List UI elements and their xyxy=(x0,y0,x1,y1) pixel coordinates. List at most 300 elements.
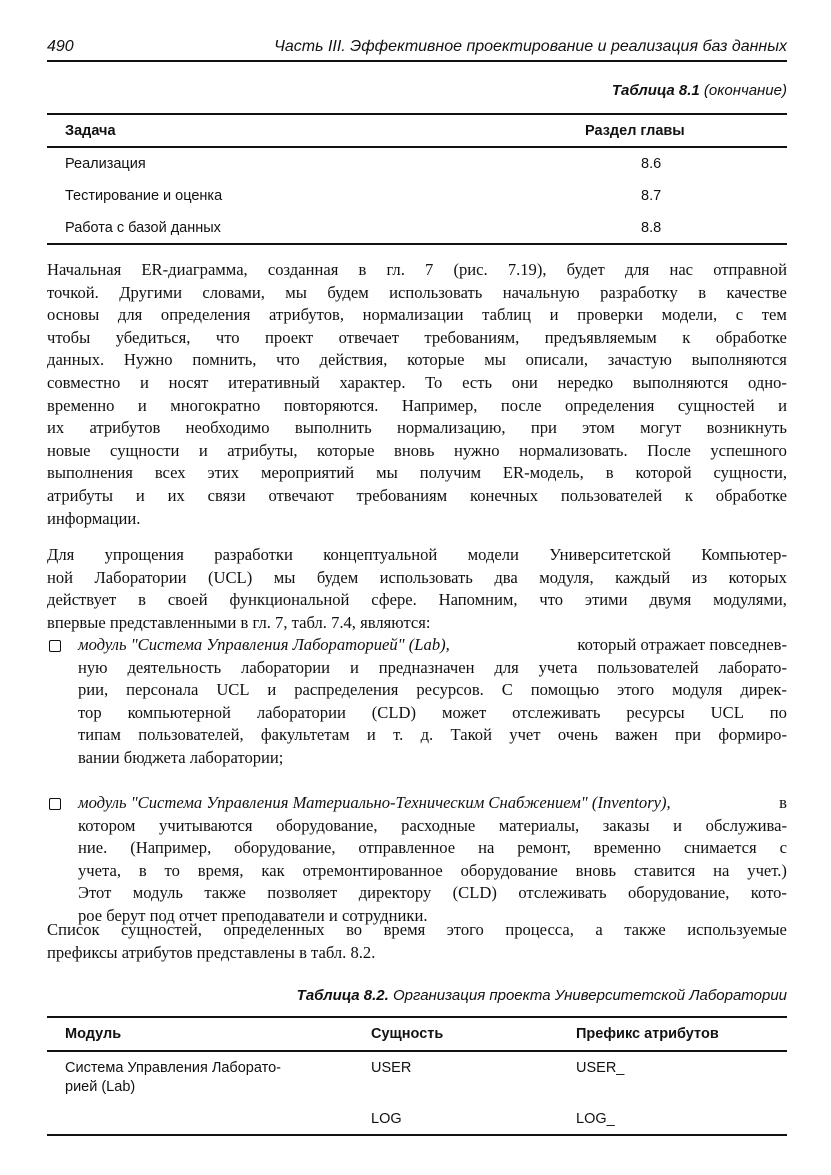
word: и xyxy=(366,725,376,745)
word: компьютерной xyxy=(127,702,231,722)
caption-label: Таблица 8.2. xyxy=(296,987,389,1004)
word: время xyxy=(383,920,426,939)
word: распределения xyxy=(294,680,399,700)
word: будем xyxy=(327,282,369,302)
text-line xyxy=(47,259,787,282)
word: действует xyxy=(47,590,117,610)
word: а xyxy=(595,920,603,939)
word: временно xyxy=(47,395,115,415)
word: вновь xyxy=(394,440,435,460)
word: своей xyxy=(167,590,208,610)
word: таблиц xyxy=(482,305,532,325)
word: к xyxy=(684,485,693,505)
word: основы xyxy=(47,305,100,325)
word: обработке xyxy=(715,485,787,505)
word: формиро- xyxy=(718,725,787,745)
word: словами, xyxy=(202,282,265,302)
text-line xyxy=(47,372,787,395)
table-cell: Реализация xyxy=(65,156,146,172)
word: двумя xyxy=(649,590,692,610)
text-line: информации. xyxy=(47,508,141,528)
text-fragment: в xyxy=(779,793,787,812)
word: Другими xyxy=(119,282,182,302)
word: После xyxy=(647,440,691,460)
bullet-square-icon xyxy=(49,798,61,810)
word: лаборато- xyxy=(718,657,787,677)
module-name: модуль "Система Управления Лабораторией" (Lab), xyxy=(78,635,450,654)
word: модели, xyxy=(661,305,718,325)
word: что xyxy=(276,350,300,370)
table-cell: Тестирование и оценка xyxy=(65,188,223,204)
word: учет.) xyxy=(747,860,787,880)
word: пользователей xyxy=(597,657,699,677)
word: к xyxy=(682,327,691,347)
word: и xyxy=(673,815,683,835)
table-cell: рией (Lab) xyxy=(65,1079,136,1095)
word: убедиться, xyxy=(115,327,191,347)
table-rule xyxy=(47,243,787,245)
word: тор xyxy=(78,702,102,722)
word: всех xyxy=(154,463,186,483)
word: Компьютер- xyxy=(701,545,787,564)
word: для xyxy=(624,260,650,279)
word: будем xyxy=(316,567,359,587)
word: оборудование, xyxy=(234,838,336,858)
word: То xyxy=(425,372,443,392)
table-cell: USER xyxy=(371,1060,412,1076)
word: выполнения xyxy=(47,463,133,483)
word: снимается xyxy=(683,838,757,858)
text-line xyxy=(47,567,787,590)
word: этом xyxy=(582,418,615,438)
word: модуль xyxy=(132,883,183,903)
word: при xyxy=(675,725,702,745)
word: отвечают xyxy=(268,485,334,505)
word: проверки xyxy=(577,305,644,325)
table1-header-task: Задача xyxy=(65,123,116,139)
word: ную xyxy=(78,657,108,677)
word: каждый xyxy=(615,567,671,587)
word: и xyxy=(267,680,277,700)
word: ER-диаграмма, xyxy=(141,260,248,279)
bullet-body xyxy=(78,657,787,770)
text-line xyxy=(47,327,787,350)
word: также xyxy=(624,920,666,939)
text-line xyxy=(78,860,787,883)
word: носят xyxy=(168,372,209,392)
word: UCL xyxy=(216,680,250,700)
word: кото- xyxy=(750,883,787,903)
word: сфере. xyxy=(371,590,417,610)
word: в xyxy=(698,282,707,302)
text-line xyxy=(47,417,787,440)
word: которые xyxy=(407,350,465,370)
word: мероприятий xyxy=(261,463,355,483)
word: обработке xyxy=(715,327,787,347)
table1-caption xyxy=(612,82,787,99)
word: процесса, xyxy=(505,920,574,939)
word: сущности, xyxy=(713,463,787,483)
word: в xyxy=(138,860,147,880)
word: временно xyxy=(593,838,662,858)
table-cell: 8.6 xyxy=(641,156,662,172)
word: ресурсов. xyxy=(416,680,484,700)
word: (CLD) xyxy=(371,702,417,722)
word: что xyxy=(539,590,564,610)
word: очень xyxy=(557,725,598,745)
word: проект xyxy=(265,327,314,347)
table-rule xyxy=(47,113,787,115)
text-line xyxy=(47,282,787,305)
word: время, xyxy=(197,860,244,880)
word: и xyxy=(778,395,787,415)
word: зачастую xyxy=(607,350,672,370)
word: данных. xyxy=(47,350,105,370)
word: Университетской xyxy=(549,545,671,564)
word: Лаборатории xyxy=(94,567,187,587)
word: важен xyxy=(615,725,658,745)
word: вновь xyxy=(575,860,617,880)
word: Нужно xyxy=(123,350,173,370)
paragraph-2 xyxy=(47,544,787,634)
word: помнить, xyxy=(192,350,257,370)
word: начальную xyxy=(502,282,580,302)
table2-header-entity: Сущность xyxy=(371,1026,444,1042)
word: повторяются. xyxy=(283,395,379,415)
word: учитываются xyxy=(159,815,253,835)
word: которой xyxy=(635,463,692,483)
word: расходные xyxy=(401,815,476,835)
word: рии, xyxy=(78,680,109,700)
word: Напомним, xyxy=(438,590,518,610)
word: которые xyxy=(317,440,375,460)
word: многократно xyxy=(170,395,261,415)
word: упрощения xyxy=(104,545,184,564)
running-title: Часть III. Эффективное проектирование и реализация баз данных xyxy=(274,38,787,55)
table1-header-section: Раздел главы xyxy=(585,123,685,139)
word: в xyxy=(358,260,367,279)
bullet-body xyxy=(78,815,787,928)
word: одно- xyxy=(747,372,787,392)
text-line xyxy=(78,882,787,905)
word: которых xyxy=(728,567,787,587)
bullet-item-lab xyxy=(47,634,787,770)
word: модели xyxy=(467,545,519,564)
word: сущностей xyxy=(677,395,755,415)
table-rule xyxy=(47,1134,787,1136)
word: функциональной xyxy=(229,590,350,610)
word: как xyxy=(261,860,285,880)
table-cell: 8.8 xyxy=(641,220,662,236)
table-rule xyxy=(47,1016,787,1018)
paragraph-3 xyxy=(47,919,787,964)
word: при xyxy=(530,418,557,438)
word: успешного xyxy=(710,440,787,460)
word: UCL xyxy=(710,702,744,722)
word: по xyxy=(769,702,787,722)
word: мы xyxy=(273,567,296,587)
text-line xyxy=(47,589,787,612)
word: итеративный xyxy=(228,372,320,392)
text-line xyxy=(78,679,787,702)
word: нормализацию, xyxy=(397,418,506,438)
word: Начальная xyxy=(47,260,122,279)
word: два xyxy=(494,567,518,587)
word: отправленное xyxy=(358,838,456,858)
table2-caption xyxy=(297,987,787,1004)
word: Этот xyxy=(78,883,112,903)
word: может xyxy=(441,702,487,722)
word: позволяет xyxy=(267,883,338,903)
word: связи xyxy=(207,485,246,505)
table-rule xyxy=(47,1050,787,1052)
caption-text: (окончание) xyxy=(699,82,787,99)
word: 7 xyxy=(425,260,434,279)
word: и xyxy=(137,395,147,415)
text-fragment: который отражает повседнев- xyxy=(577,635,787,654)
word: отремонтированное xyxy=(302,860,443,880)
word: Список xyxy=(47,920,100,939)
word: после xyxy=(500,395,542,415)
word: сущности xyxy=(110,440,180,460)
word: типам xyxy=(78,725,121,745)
paragraph-1 xyxy=(47,259,787,530)
text-line: впервые представленными в гл. 7, табл. 7.4, являются: xyxy=(47,612,431,632)
word: мы xyxy=(285,282,307,302)
bullet-square-icon xyxy=(49,640,61,652)
text-line xyxy=(78,792,787,815)
table-cell: Работа с базой данных xyxy=(65,220,221,236)
word: лаборатории xyxy=(241,657,331,677)
word: ставится xyxy=(633,860,696,880)
word: учета, xyxy=(78,860,121,880)
word: необходимо xyxy=(185,418,270,438)
text-line: рое берут под отчет преподаватели и сотрудники. xyxy=(78,905,428,925)
word: определения xyxy=(160,305,251,325)
word: разработку xyxy=(600,282,678,302)
table-rule xyxy=(47,146,787,148)
word: факультетам xyxy=(260,725,350,745)
word: (UCL) xyxy=(207,567,253,587)
word: помощью xyxy=(530,680,600,700)
word: деятельность xyxy=(127,657,222,677)
word: и xyxy=(135,485,145,505)
word: они xyxy=(511,372,538,392)
word: этими xyxy=(584,590,628,610)
word: с xyxy=(779,838,787,858)
text-line xyxy=(47,919,787,942)
word: мы xyxy=(484,350,506,370)
word: концептуальной xyxy=(323,545,438,564)
word: оборудование, xyxy=(627,883,730,903)
word: учета xyxy=(538,657,578,677)
word: (CLD) xyxy=(452,883,497,903)
header-rule xyxy=(47,60,787,62)
word: действия, xyxy=(319,350,388,370)
table-cell: Система Управления Лаборато- xyxy=(65,1060,281,1076)
word: описали, xyxy=(525,350,589,370)
word: и xyxy=(198,440,208,460)
word: персонала xyxy=(126,680,199,700)
caption-label: Таблица 8.1 xyxy=(611,82,700,99)
word: этого xyxy=(446,920,484,939)
word: ной xyxy=(47,567,74,587)
word: этих xyxy=(207,463,240,483)
word: из xyxy=(691,567,708,587)
word: в xyxy=(605,463,614,483)
word: совместно xyxy=(47,372,121,392)
word: ние. xyxy=(78,838,108,858)
word: дирек- xyxy=(740,680,787,700)
text-line: вании бюджета лаборатории; xyxy=(78,747,284,767)
text-line xyxy=(78,634,787,657)
word: использовать xyxy=(389,282,483,302)
word: чтобы xyxy=(47,327,91,347)
word: выполнить xyxy=(294,418,372,438)
word: получим xyxy=(419,463,481,483)
table-cell: LOG xyxy=(371,1111,402,1127)
word: нормализовать. xyxy=(519,440,628,460)
word: ремонт, xyxy=(517,838,571,858)
page-number: 490 xyxy=(47,38,74,55)
word: определения xyxy=(564,395,655,415)
text-line xyxy=(47,349,787,372)
table-cell: USER_ xyxy=(576,1060,625,1076)
word: мы xyxy=(376,463,398,483)
word: атрибутов xyxy=(89,418,161,438)
text-line xyxy=(78,815,787,838)
word: 7.19), xyxy=(507,260,547,279)
word: Для xyxy=(47,545,75,564)
word: пользователей xyxy=(560,485,663,505)
word: ER-модель, xyxy=(502,463,584,483)
table-cell: LOG_ xyxy=(576,1111,615,1127)
word: характер. xyxy=(339,372,406,392)
word: оборудование xyxy=(460,860,558,880)
text-line xyxy=(47,395,787,418)
word: новые xyxy=(47,440,91,460)
word: этого xyxy=(617,680,655,700)
word: что xyxy=(215,327,240,347)
word: использовать xyxy=(379,567,473,587)
word: на xyxy=(478,838,495,858)
word: атрибуты xyxy=(47,485,114,505)
word: требованиям, xyxy=(424,327,520,347)
word: предъявляемым xyxy=(544,327,657,347)
word: тем xyxy=(761,305,787,325)
word: возникнуть xyxy=(706,418,787,438)
word: нас xyxy=(669,260,694,279)
word: (рис. xyxy=(453,260,488,279)
word: (Например, xyxy=(130,838,212,858)
word: нормализации xyxy=(362,305,464,325)
table2-header-module: Модуль xyxy=(65,1026,122,1042)
word: лаборатории xyxy=(256,702,346,722)
word: ресурсы xyxy=(626,702,685,722)
word: и xyxy=(140,372,149,392)
word: котором xyxy=(78,815,136,835)
word: используемые xyxy=(687,920,787,939)
text-line xyxy=(47,462,787,485)
text-line: префиксы атрибутов представлены в табл. 8.2. xyxy=(47,942,376,962)
word: сущностей, xyxy=(121,920,202,939)
word: в xyxy=(138,590,146,610)
word: отправной xyxy=(713,260,787,279)
table-cell: 8.7 xyxy=(641,188,662,204)
word: пользователей, xyxy=(138,725,244,745)
text-line xyxy=(78,702,787,725)
word: д. xyxy=(420,725,434,745)
word: также xyxy=(204,883,246,903)
word: выполняются xyxy=(691,350,787,370)
text-line xyxy=(47,485,787,508)
text-line xyxy=(78,724,787,747)
word: модуля xyxy=(672,680,723,700)
text-line xyxy=(78,837,787,860)
word: отслеживать xyxy=(512,702,601,722)
word: разработки xyxy=(214,545,293,564)
word: предназначен xyxy=(378,657,475,677)
word: атрибуты, xyxy=(227,440,298,460)
word: будет xyxy=(566,260,605,279)
word: учет xyxy=(509,725,541,745)
word: нужно xyxy=(453,440,500,460)
word: с xyxy=(735,305,744,325)
word: и xyxy=(549,305,559,325)
word: на xyxy=(713,860,730,880)
word: требованиям xyxy=(356,485,448,505)
word: для xyxy=(117,305,143,325)
word: могут xyxy=(640,418,682,438)
word: точкой. xyxy=(47,282,99,302)
word: заказы xyxy=(602,815,650,835)
word: оборудование, xyxy=(276,815,378,835)
caption-text: Организация проекта Университетской Лаборатории xyxy=(388,987,787,1004)
word: т. xyxy=(393,725,404,745)
word: то xyxy=(164,860,180,880)
text-line xyxy=(47,544,787,567)
text-line xyxy=(47,440,787,463)
word: их xyxy=(167,485,185,505)
word: во xyxy=(346,920,363,939)
word: модуля, xyxy=(539,567,594,587)
word: есть xyxy=(462,372,493,392)
word: определенных xyxy=(223,920,325,939)
word: для xyxy=(494,657,519,677)
word: атрибутов, xyxy=(269,305,344,325)
word: отвечает xyxy=(338,327,399,347)
word: материалы, xyxy=(498,815,580,835)
word: отслеживать xyxy=(518,883,607,903)
text-line xyxy=(47,304,787,327)
word: С xyxy=(501,680,513,700)
text-line xyxy=(78,657,787,680)
word: конечных xyxy=(470,485,539,505)
bullet-item-inventory xyxy=(47,792,787,928)
word: директору xyxy=(358,883,432,903)
word: качестве xyxy=(726,282,787,302)
module-name: модуль "Система Управления Материально-Техническим Снабжением" (Inventory), xyxy=(78,793,671,812)
word: модулями, xyxy=(713,590,787,610)
table2-header-prefix: Префикс атрибутов xyxy=(576,1026,719,1042)
word: гл. xyxy=(386,260,405,279)
word: их xyxy=(47,418,65,438)
word: Например, xyxy=(401,395,478,415)
word: выполняются xyxy=(632,372,729,392)
word: и xyxy=(349,657,359,677)
word: Такой xyxy=(450,725,492,745)
word: обслужива- xyxy=(705,815,787,835)
